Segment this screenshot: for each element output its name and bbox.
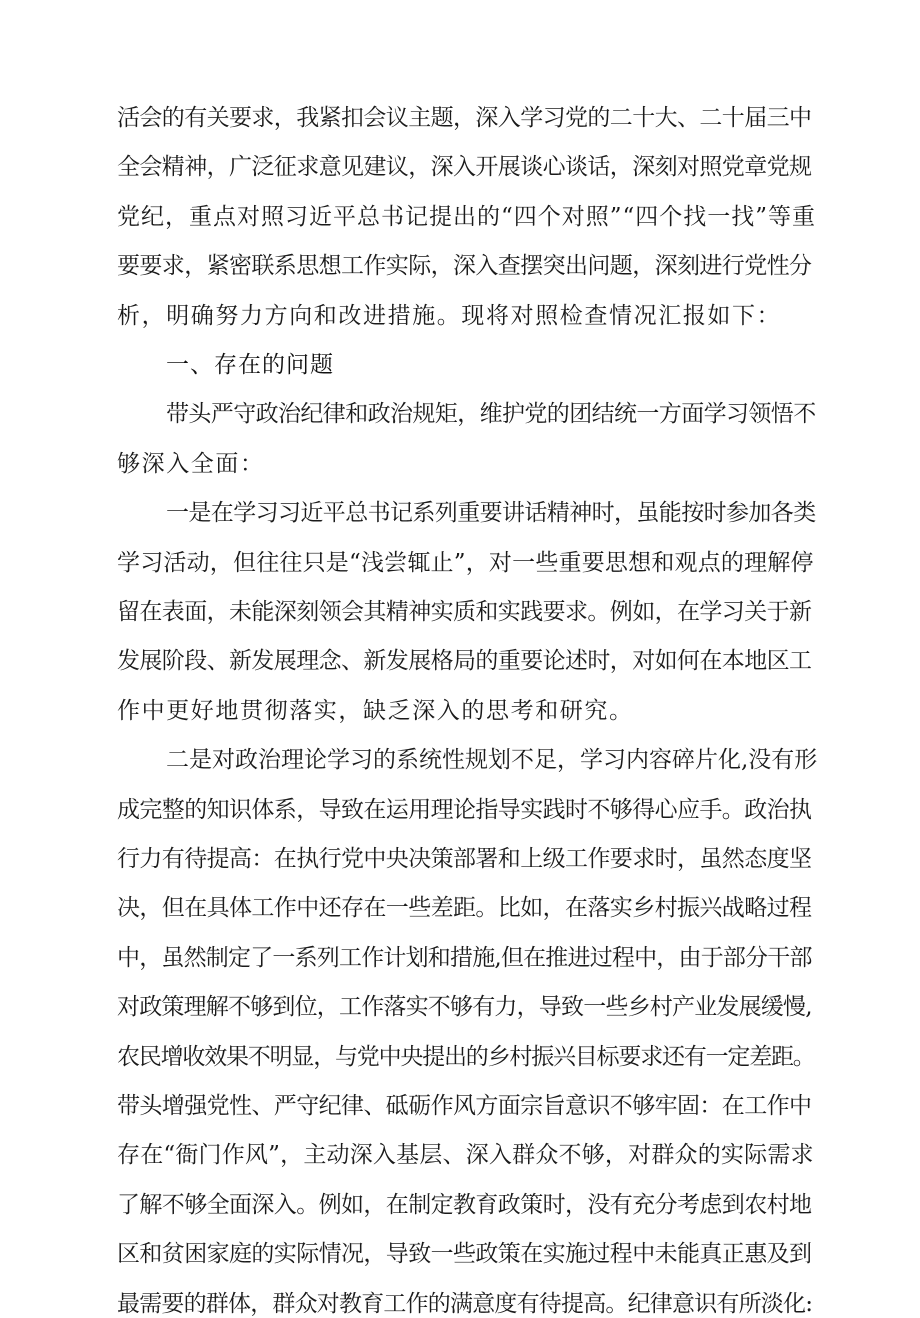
- text-line: 农民增收效果不明显，与党中央提出的乡村振兴目标要求还有一定差距。: [117, 1043, 815, 1070]
- text-line: 区和贫困家庭的实际情况，导致一些政策在实施过程中未能真正惠及到: [117, 1241, 812, 1268]
- text-line: 成完整的知识体系，导致在运用理论指导实践时不够得心应手。政治执: [117, 796, 812, 823]
- section-heading: 一、存在的问题: [166, 352, 334, 378]
- text-line: 活会的有关要求，我紧扣会议主题，深入学习党的二十大、二十届三中: [117, 105, 812, 131]
- text-line: 最需要的群体，群众对教育工作的满意度有待提高。纪律意识有所淡化:: [117, 1290, 813, 1317]
- text-line: 要要求，紧密联系思想工作实际，深入查摆突出问题，深刻进行党性分: [117, 253, 812, 280]
- text-line: 行力有待提高：在执行党中央决策部署和上级工作要求时，虽然态度坚: [117, 846, 812, 872]
- text-line: 学习活动，但往往只是“浅尝辄止”，对一些重要思想和观点的理解停: [117, 549, 814, 576]
- text-line: 析，明确努力方向和改进措施。现将对照检查情况汇报如下：: [117, 302, 782, 329]
- text-line: 二是对政治理论学习的系统性规划不足，学习内容碎片化,没有形: [166, 747, 818, 774]
- text-line: 对政策理解不够到位，工作落实不够有力，导致一些乡村产业发展缓慢,: [117, 994, 812, 1021]
- text-line: 留在表面，未能深刻领会其精神实质和实践要求。例如，在学习关于新: [117, 599, 812, 625]
- text-line: 中，虽然制定了一系列工作计划和措施,但在推进过程中，由于部分干部: [117, 944, 812, 971]
- text-line: 党纪，重点对照习近平总书记提出的“四个对照”“四个找一找”等重: [117, 203, 817, 230]
- text-line: 一是在学习习近平总书记系列重要讲话精神时，虽能按时参加各类: [166, 500, 816, 527]
- text-line: 了解不够全面深入。例如，在制定教育政策时，没有充分考虑到农村地: [117, 1191, 812, 1218]
- text-line: 带头严守政治纪律和政治规矩，维护党的团结统一方面学习领悟不: [166, 401, 816, 428]
- text-line: 够深入全面：: [117, 450, 265, 477]
- text-line: 作中更好地贯彻落实，缺乏深入的思考和研究。: [117, 697, 634, 724]
- text-line: 发展阶段、新发展理念、新发展格局的重要论述时，对如何在本地区工: [117, 648, 812, 675]
- text-line: 带头增强党性、严守纪律、砥砺作风方面宗旨意识不够牢固：在工作中: [117, 1093, 812, 1119]
- text-line: 全会精神，广泛征求意见建议，深入开展谈心谈话，深刻对照党章党规: [117, 154, 812, 181]
- text-line: 决，但在具体工作中还存在一些差距。比如，在落实乡村振兴战略过程: [117, 895, 812, 922]
- text-line: 存在“衙门作风”，主动深入基层、深入群众不够，对群众的实际需求: [117, 1142, 814, 1169]
